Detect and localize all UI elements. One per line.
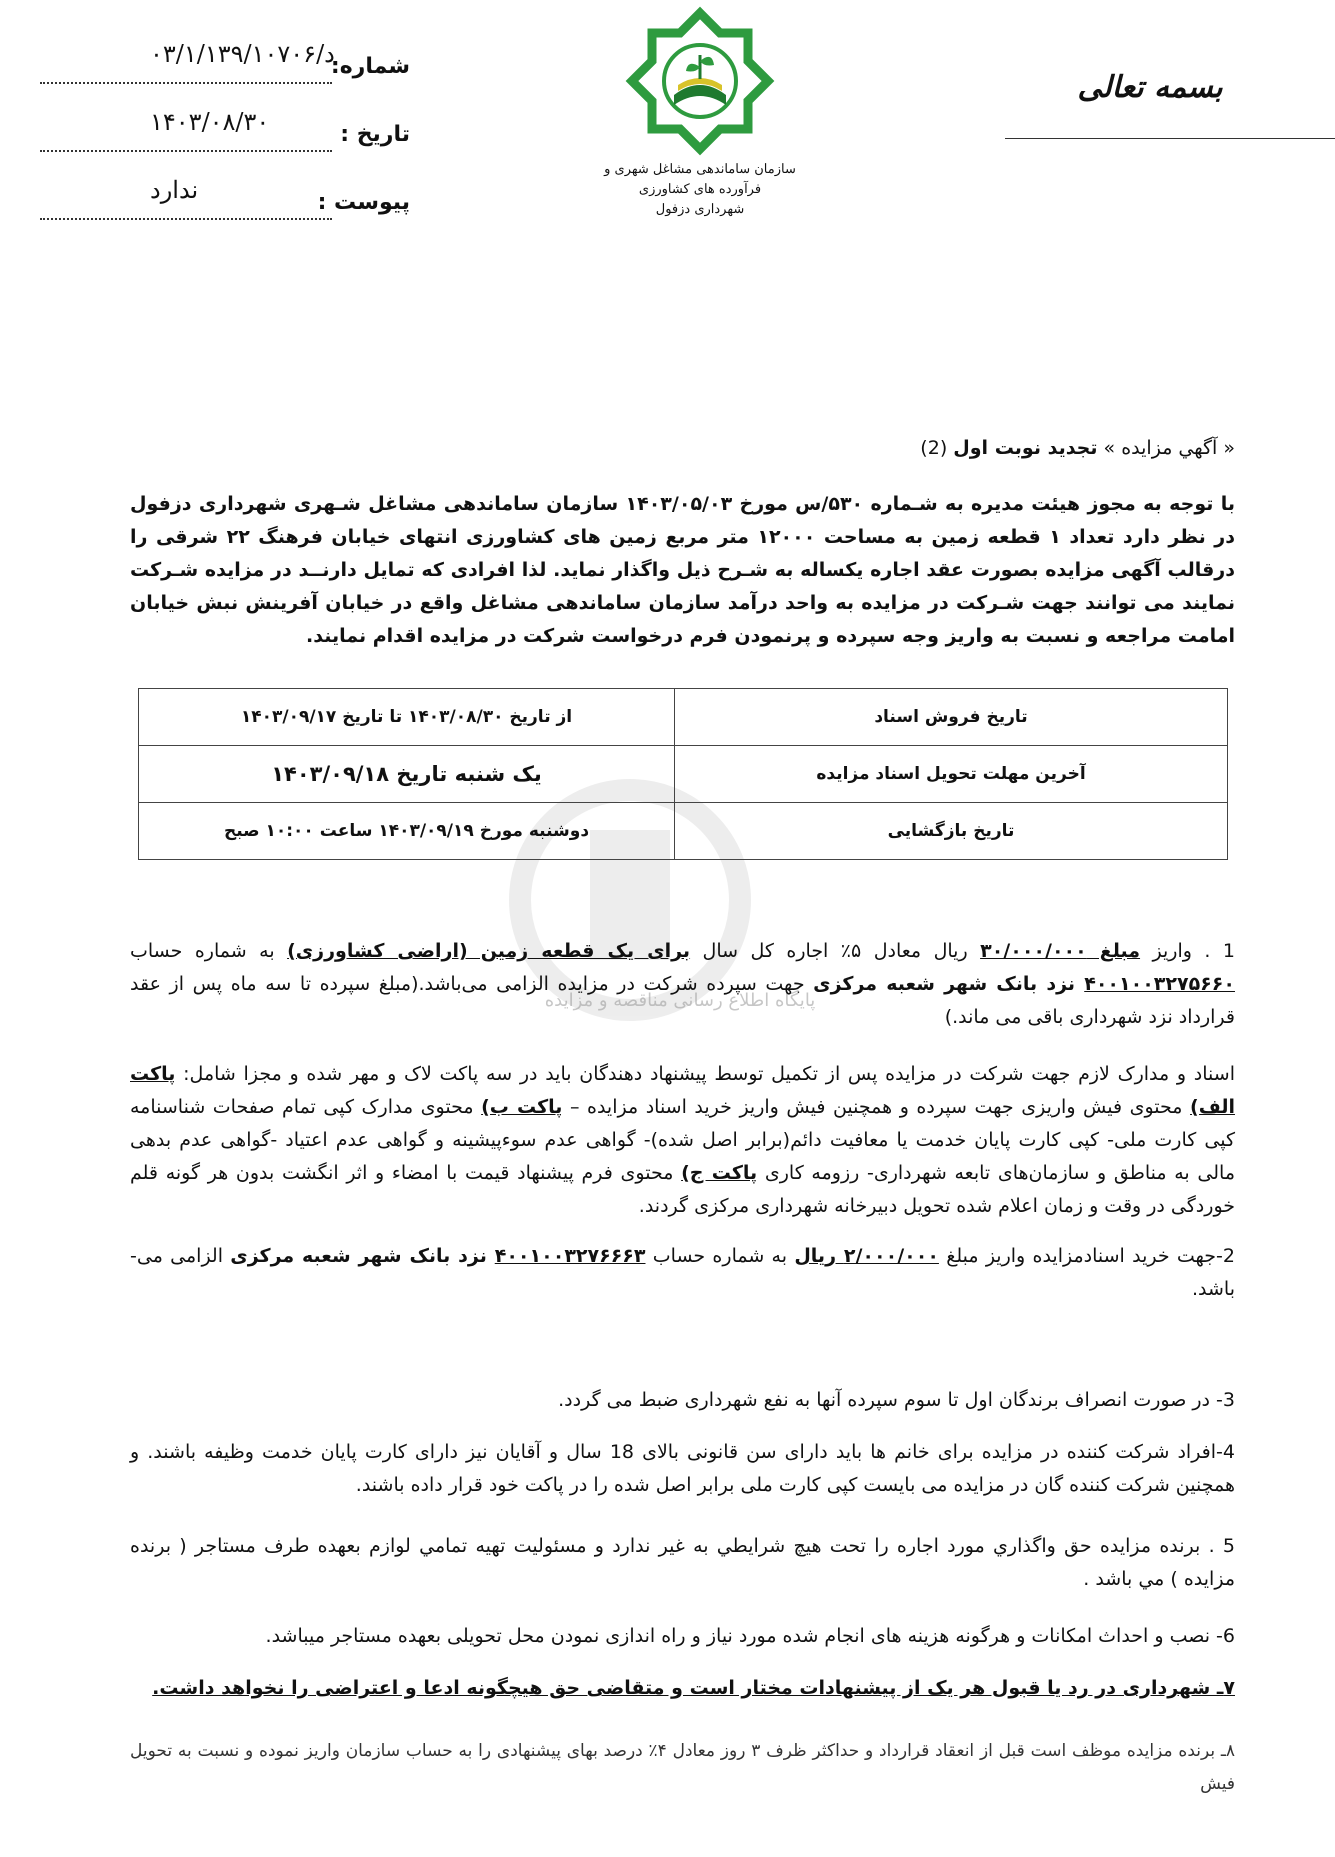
p2-text-f: الزامی می-باشد. — [130, 1245, 1235, 1300]
number-label: شماره: — [330, 54, 410, 79]
paragraph-4: 4-افراد شرکت کننده در مزایده برای خانم ها باید دارای سن قانونی بالای 18 سال و آقایان نیز دارای کارت پایان خدمت وظیفه باشند. و همچنین شرکت کننده گان در مزایده می بایست کپی کارت ملی برابر اصل شده را در پاکت خود قرار داده باشند. — [130, 1441, 1235, 1496]
table-row — [139, 803, 1228, 860]
heading-bold: تجدید نوبت اول — [953, 437, 1098, 459]
logo-emblem-icon — [625, 6, 775, 156]
attachment-label: پیوست : — [317, 190, 410, 215]
docs-text-g: محتوی فرم پیشنهاد قیمت با امضاء و اثر انگشت بدون هر گونه قلم خوردگی در وقت و زمان اعلام شده تحویل دبیرخانه شهرداری مرکزی گردند. — [130, 1162, 1235, 1217]
notice-heading — [130, 432, 1235, 465]
table-cell-value: از تاریخ ۱۴۰۳/۰۸/۳۰ تا تاریخ ۱۴۰۳/۰۹/۱۷ — [139, 689, 675, 746]
date-value: ۱۴۰۳/۰۸/۳۰ — [150, 108, 270, 136]
heading-prefix: « آگهي مزايده » — [1097, 437, 1235, 459]
date-dotted-line — [40, 150, 332, 152]
number-dotted-line — [40, 82, 332, 84]
paragraph-6: 6- نصب و احداث امکانات و هرگونه هزینه های انجام شده مورد نیاز و راه اندازی نمودن محل تحویلی بعهده مستاجر میباشد. — [265, 1625, 1235, 1647]
paragraph-5: 5 . برنده مزايده حق واگذاري مورد اجاره را تحت هيچ شرايطي به غير ندارد و مسئوليت تهيه تمامي لوازم بعهده طرف مستاجر ( برنده مزايده ) مي باشد . — [130, 1535, 1235, 1590]
table-cell-value: دوشنبه مورخ ۱۴۰۳/۰۹/۱۹ ساعت ۱۰:۰۰ صبح — [139, 803, 675, 860]
letter-meta — [40, 40, 410, 244]
docs-packet-b: پاکت ب) — [481, 1096, 563, 1118]
documents-paragraph — [130, 1058, 1235, 1223]
watermark-text: پایگاه اطلاع رسانی مناقصه و مزایده — [544, 990, 816, 1011]
number-value: د/۰۳/۱/۱۳۹/۱۰۷۰۶ — [150, 40, 335, 68]
docs-text-c: محتوی فیش واریزی جهت سپرده و همچنین فیش واریز خرید اسناد مزایده – — [562, 1096, 1191, 1118]
p1-text-h: جهت سپرده شرکت در مزایده الزامی می‌باشد.(مبلغ سپرده تا سه ماه پس از عقد قرارداد نزد شهرداری باقی می ماند.) — [130, 973, 1235, 1028]
intro-paragraph: با توجه به مجوز هیئت مدیره به شـماره ۵۳۰/س مورخ ۱۴۰۳/۰۵/۰۳ سازمان ساماندهی مشاغل شـهری شهرداری دزفول در نظر دارد تعداد ۱ قطعه زمین به مساحت ۱۲۰۰۰ متر مربع زمین های کشاورزی انتهای خیابان فرهنگ ۲۲ شرقی را درقالب آگهی مزایده بصورت عقد اجاره یکساله به شـرح ذیل واگذار نماید. لذا افرادی که تمایل دارنــد در مزایده شـرکت نمایند می توانند جهت شـرکت در مزایده به واحد درآمد سازمان ساماندهی مشاغل واقع در خیابان آفرینش نبش خیابان امامت مراجعه و نسبت به واریز وجه سپرده و پرنمودن فرم درخواست شرکت در مزایده اقدام نمایند. — [130, 493, 1235, 647]
p1-text-c: ریال معادل ۵٪ اجاره کل سال — [690, 940, 981, 962]
paragraph-2 — [130, 1240, 1235, 1306]
attachment-row — [40, 176, 410, 244]
number-row — [40, 40, 410, 108]
docs-text-e: محتوی مدارک کپی تمام صفحات شناسنامه کپی کارت ملی- کپی کارت پایان خدمت یا معافیت دائم(برابر اصل شده)- گواهی عدم سوءپیشینه و گواهی عدم اعتیاد -گواهی عدم بدهی مالی به مناطق و سازمان‌های تابعه شهرداری- رزومه کاری — [130, 1096, 1235, 1184]
date-row — [40, 108, 410, 176]
paragraph-3: 3- در صورت انصراف برندگان اول تا سوم سپرده آنها به نفع شهرداری ضبط می گردد. — [558, 1389, 1235, 1411]
date-label: تاریخ : — [340, 122, 410, 147]
table-cell-label: تاریخ بازگشایی — [675, 803, 1228, 860]
p2-text-c: به شماره حساب — [645, 1245, 795, 1267]
organization-logo — [600, 6, 800, 216]
docs-packet-c: پاکت ج) — [681, 1162, 758, 1184]
attachment-dotted-line — [40, 218, 332, 220]
p1-amount: مبلغ ۳۰/۰۰۰/۰۰۰ — [980, 940, 1141, 962]
p2-amount: ۲/۰۰۰/۰۰۰ ریال — [794, 1245, 939, 1267]
logo-caption-line1: سازمان ساماندهی مشاغل شهری و فرآورده های کشاورزی — [604, 162, 796, 197]
table-cell-label: آخرین مهلت تحویل اسناد مزایده — [675, 746, 1228, 803]
table-row — [139, 746, 1228, 803]
docs-text-a: اسناد و مدارک لازم جهت شرکت در مزایده پس از تکمیل توسط پیشنهاد دهندگان باید در سه پاکت لاک و مهر شده و مجزا شامل: — [175, 1063, 1235, 1085]
heading-suffix: (2) — [920, 437, 954, 459]
table-cell-label: تاریخ فروش اسناد — [675, 689, 1228, 746]
p1-text-a: 1 . واریز — [1140, 940, 1235, 962]
paragraph-8-cut: ۸ـ برنده مزایده موظف است قبل از انعقاد قرارداد و حداکثر ظرف ۳ روز معادل ۴٪ درصد بهای پیشنهادی را به حساب سازمان واریز نموده و نسبت به تحویل فیش — [130, 1741, 1236, 1794]
paragraph-7: ۷ـ شهرداری در رد یا قبول هر یک از پیشنهادات مختار است و متقاضی حق هیچگونه ادعا و اعتراضی را نخواهد داشت. — [152, 1677, 1235, 1699]
basmala: بسمه تعالی — [1077, 70, 1223, 105]
attachment-value: ندارد — [150, 176, 199, 204]
logo-caption-line2: شهرداری دزفول — [655, 202, 745, 217]
docs-packet-a: پاکت الف) — [130, 1063, 1235, 1118]
p1-bank: نزد بانک شهر شعبه مرکزی — [813, 973, 1085, 995]
p1-text-e: به شماره حساب — [130, 940, 288, 962]
table-cell-value: یک شنبه تاریخ ۱۴۰۳/۰۹/۱۸ — [139, 746, 675, 803]
p2-text-a: 2-جهت خرید اسنادمزایده واریز مبلغ — [938, 1245, 1235, 1267]
p1-subject: برای یک قطعه زمین (اراضی کشاورزی) — [287, 940, 691, 962]
p2-bank: نزد بانک شهر شعبه مرکزی — [230, 1245, 495, 1267]
p1-account-number: ۴۰۰۱۰۰۳۲۷۵۶۶۰ — [1084, 973, 1235, 995]
basmala-underline — [1005, 138, 1335, 139]
paragraph-1 — [130, 935, 1235, 1034]
schedule-table — [138, 688, 1228, 860]
p2-account-number: ۴۰۰۱۰۰۳۲۷۶۶۶۳ — [494, 1245, 646, 1267]
table-row — [139, 689, 1228, 746]
